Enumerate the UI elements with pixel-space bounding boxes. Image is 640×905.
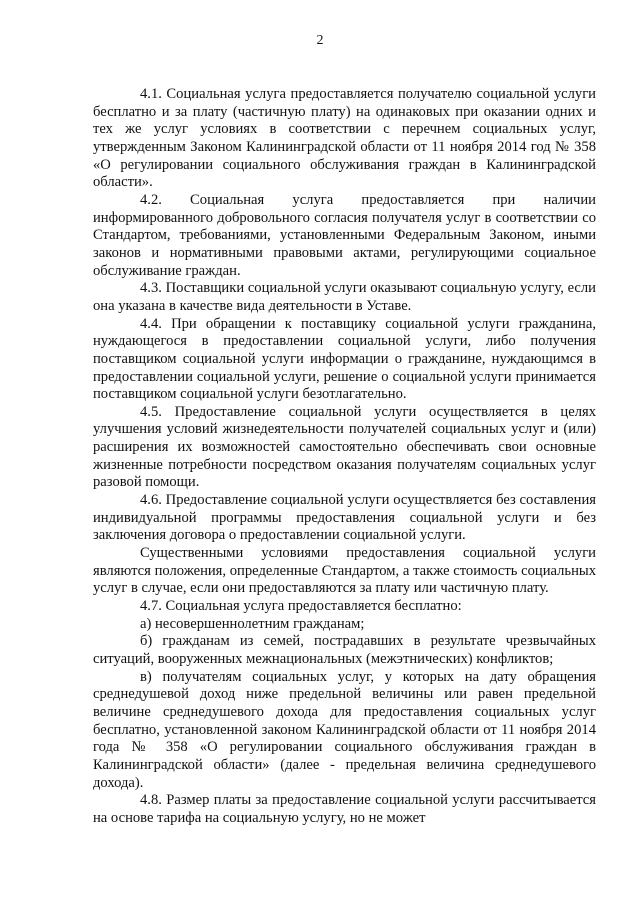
paragraph-4-3: 4.3. Поставщики социальной услуги оказывают социальную услугу, если она указана в качестве вида деятельности в Уставе. — [93, 280, 596, 314]
list-item-b: б) гражданам из семей, пострадавших в результате чрезвычайных ситуаций, вооруженных межнациональных (межэтнических) конфликтов; — [93, 633, 596, 667]
list-item-a: а) несовершеннолетним гражданам; — [140, 615, 365, 632]
paragraph-4-7: 4.7. Социальная услуга предоставляется бесплатно: — [140, 598, 462, 615]
paragraph-4-5: 4.5. Предоставление социальной услуги осуществляется в целях улучшения условий жизнедеятельности получателей социальных услуг и (или) расширения их возможностей самостоятельно обеспечивать свои основные жизненные потребности посредством оказания получателям социальных услуг разовой помощи. — [93, 403, 596, 491]
paragraph-4-2: 4.2. Социальная услуга предоставляется при наличии информированного добровольного согласия получателя услуг в соответствии со Стандартом, требованиями, установленными Федеральным Законом, иными законов и нормативными правовыми актами, регулирующими социальное обслуживание граждан. — [93, 191, 596, 279]
paragraph-4-4: 4.4. При обращении к поставщику социальной услуги гражданина, нуждающегося в предоставлении социальной услуги, либо получения поставщиком социальной услуги информации о гражданине, нуждающимся в предоставлении социальной услуги, решение о социальной услуги принимается поставщиком социальной услуги безотлагательно. — [93, 315, 596, 403]
paragraph-4-8: 4.8. Размер платы за предоставление социальной услуги рассчитывается на основе тарифа на социальную услугу, но не может — [93, 792, 596, 826]
list-item-v: в) получателям социальных услуг, у которых на дату обращения среднедушевой доход ниже предельной величины или равен предельной величине среднедушевого дохода для предоставления социальных услуг бесплатно, установленной законом Калининградской области от 11 ноября 2014 года № 358 «О регулировании социального обслуживания граждан в Калининградской области» (далее - предельная величина среднедушевого дохода). — [93, 668, 596, 791]
paragraph-essential-conditions: Существенными условиями предоставления социальной услуги являются положения, определенные Стандартом, а также стоимость социальных услуг в случае, если они предоставляются за плату или частичную плату. — [93, 545, 596, 597]
document-body — [93, 86, 596, 828]
paragraph-4-6: 4.6. Предоставление социальной услуги осуществляется без составления индивидуальной программы предоставления социальной услуги и без заключения договора о предоставлении социальной услуги. — [93, 492, 596, 544]
page-number: 2 — [316, 33, 324, 48]
paragraph-4-1: 4.1. Социальная услуга предоставляется получателю социальной услуги бесплатно и за плату (частичную плату) на одинаковых при оказании одних и тех же услуг условиях в соответствии с перечнем социальных услуг, утвержденным Законом Калининградской области от 11 ноября 2014 год № 358 «О регулировании социального обслуживания граждан в Калининградской области». — [93, 86, 596, 191]
